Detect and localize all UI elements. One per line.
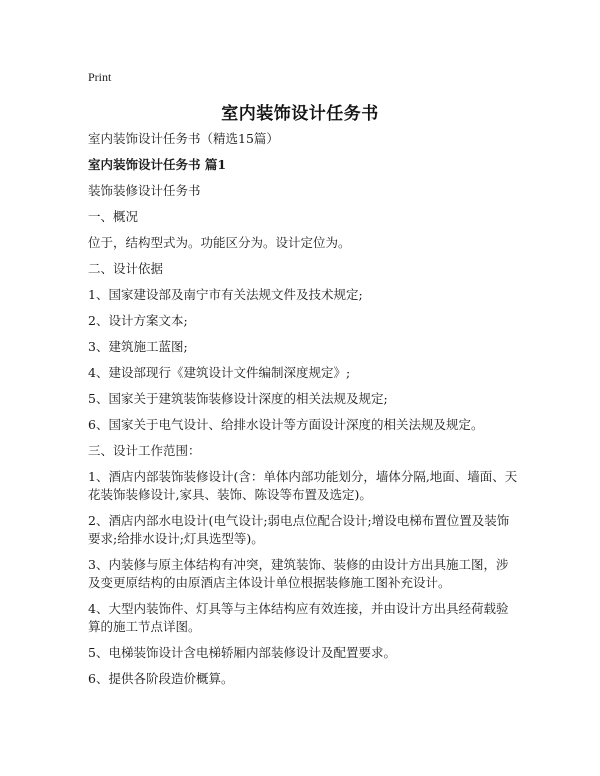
document-body <box>88 130 518 688</box>
list-item-basis-6: 6、国家关于电气设计、给排水设计等方面设计深度的相关法规及规定。 <box>88 417 484 432</box>
list-item-scope-2: 2、酒店内部水电设计(电气设计;弱电点位配合设计;增设电梯布置位置及装饰要求;给排水设计;灯具选型等)。 <box>88 513 510 546</box>
document-title: 室内装饰设计任务书 <box>221 104 379 124</box>
list-item-basis-3: 3、建筑施工蓝图; <box>88 339 188 354</box>
list-item-scope-4: 4、大型内装饰件、灯具等与主体结构应有效连接，并由设计方出具经荷载验算的施工节点详图。 <box>88 601 509 634</box>
paragraph-topic: 装饰装修设计任务书 <box>88 183 201 198</box>
list-item-basis-2: 2、设计方案文本; <box>88 313 188 328</box>
list-item-basis-4: 4、建设部现行《建筑设计文件编制深度规定》; <box>88 365 351 380</box>
list-item-basis-1: 1、国家建设部及南宁市有关法规文件及技术规定; <box>88 287 363 302</box>
heading-scope: 三、设计工作范围： <box>88 443 201 458</box>
list-item-scope-5: 5、电梯装饰设计含电梯轿厢内部装修设计及配置要求。 <box>88 645 396 660</box>
list-item-scope-3: 3、内装修与原主体结构有冲突，建筑装饰、装修的由设计方出具施工图，涉及变更原结构的由原酒店主体设计单位根据装修施工图补充设计。 <box>88 557 509 590</box>
list-item-scope-6: 6、提供各阶段造价概算。 <box>88 671 234 686</box>
paragraph-subtitle: 室内装饰设计任务书（精选15篇） <box>88 131 279 146</box>
paragraph-overview: 位于，结构型式为。功能区分为。设计定位为。 <box>88 235 351 250</box>
list-item-scope-1: 1、酒店内部装饰装修设计(含：单体内部功能划分，墙体分隔,地面、墙面、天花装饰装修设计,家具、装饰、陈设等布置及选定)。 <box>88 469 518 502</box>
heading-design-basis: 二、设计依据 <box>88 261 164 276</box>
section-heading-part1: 室内装饰设计任务书 篇1 <box>88 157 227 172</box>
heading-overview: 一、概况 <box>88 209 139 224</box>
print-link[interactable]: Print <box>88 70 112 84</box>
list-item-basis-5: 5、国家关于建筑装饰装修设计深度的相关法规及规定; <box>88 391 388 406</box>
